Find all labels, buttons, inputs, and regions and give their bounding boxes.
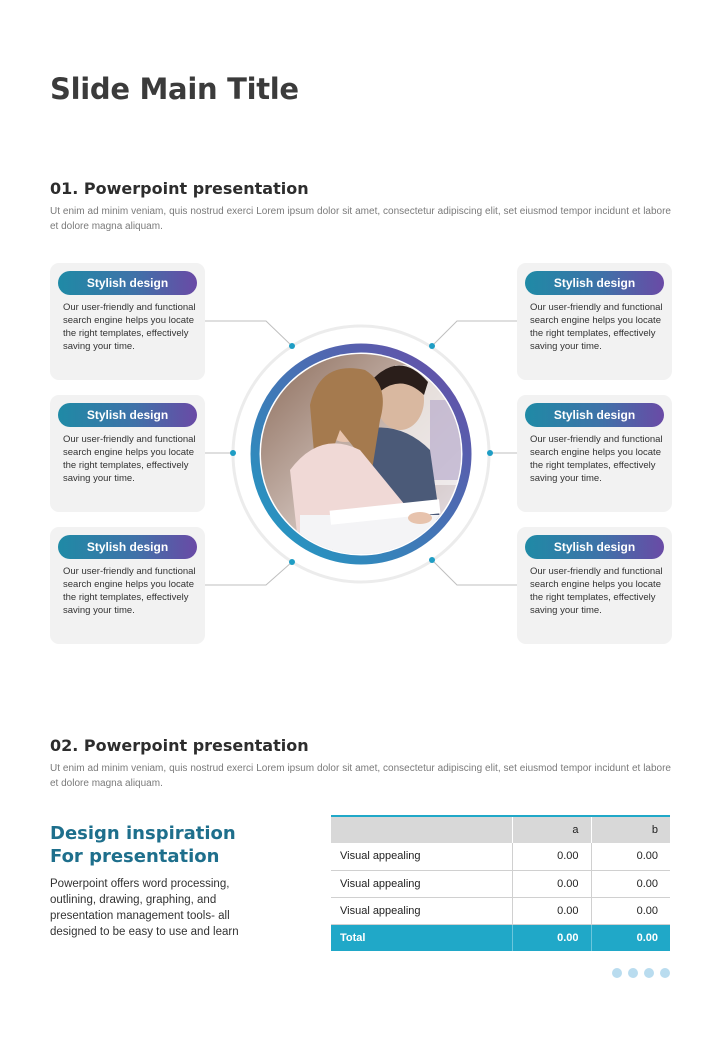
- feature-card-text: Our user-friendly and functional search engine helps you locate the right templates, effectively saving your time.: [63, 566, 196, 616]
- page-dot: [644, 968, 654, 978]
- table-cell: Visual appealing: [331, 843, 512, 870]
- table-cell: Visual appealing: [331, 870, 512, 897]
- feature-card-title: Stylish design: [525, 271, 664, 295]
- page-dot: [628, 968, 638, 978]
- table-total-row: [331, 924, 670, 951]
- feature-card-text: Our user-friendly and functional search engine helps you locate the right templates, effectively saving your time.: [63, 302, 196, 352]
- feature-card-right-3: [517, 527, 672, 644]
- feature-card-text: Our user-friendly and functional search engine helps you locate the right templates, effectively saving your time.: [530, 302, 663, 352]
- gradient-ring: [255, 348, 467, 560]
- table-header-cell: b: [591, 816, 670, 843]
- feature-card-text: Our user-friendly and functional search engine helps you locate the right templates, effectively saving your time.: [530, 434, 663, 484]
- feature-card-title: Stylish design: [58, 271, 197, 295]
- table-cell: Total: [331, 924, 512, 951]
- students-photo: [255, 350, 470, 565]
- table-cell: 0.00: [591, 870, 670, 897]
- table-cell: 0.00: [591, 924, 670, 951]
- feature-card-right-2: [517, 395, 672, 512]
- feature-card-left-1: [50, 263, 205, 380]
- table-header-cell: a: [512, 816, 591, 843]
- feature-card-text: Our user-friendly and functional search engine helps you locate the right templates, effectively saving your time.: [63, 434, 196, 484]
- feature-card-left-3: [50, 527, 205, 644]
- outer-ring: [233, 326, 489, 582]
- table-cell: 0.00: [512, 924, 591, 951]
- table-row: [331, 897, 670, 924]
- feature-card-title: Stylish design: [58, 535, 197, 559]
- table-header-cell: [331, 816, 512, 843]
- data-table: [331, 815, 670, 951]
- feature-card-title: Stylish design: [525, 535, 664, 559]
- table-row: [331, 870, 670, 897]
- design-heading-line-1: Design inspiration: [50, 823, 236, 844]
- connector-dots: [230, 343, 493, 565]
- table-cell: 0.00: [512, 843, 591, 870]
- feature-card-title: Stylish design: [525, 403, 664, 427]
- table-cell: 0.00: [591, 897, 670, 924]
- table-header-row: [331, 816, 670, 843]
- connector-lines: [205, 321, 517, 585]
- table-cell: Visual appealing: [331, 897, 512, 924]
- section-2-body: Ut enim ad minim veniam, quis nostrud exerci Lorem ipsum dolor sit amet, consectetur adipiscing elit, set eiusmod tempor incidunt et labore et dolore magna aliquam.: [50, 763, 671, 789]
- page-dot: [612, 968, 622, 978]
- design-heading-line-2: For presentation: [50, 846, 220, 867]
- page-dots: [612, 968, 670, 978]
- feature-card-right-1: [517, 263, 672, 380]
- feature-card-text: Our user-friendly and functional search engine helps you locate the right templates, effectively saving your time.: [530, 566, 663, 616]
- slide-title: Slide Main Title: [50, 72, 299, 106]
- table-cell: 0.00: [512, 870, 591, 897]
- table-cell: 0.00: [591, 843, 670, 870]
- design-description: Powerpoint offers word processing, outlining, drawing, graphing, and presentation management tools- all designed to be easy to use and learn: [50, 878, 239, 938]
- section-2-title: 02. Powerpoint presentation: [50, 736, 309, 755]
- section-1-body: Ut enim ad minim veniam, quis nostrud exerci Lorem ipsum dolor sit amet, consectetur adipiscing elit, set eiusmod tempor incidunt et labore et dolore magna aliquam.: [50, 206, 671, 232]
- design-heading: [50, 822, 236, 868]
- section-1-title: 01. Powerpoint presentation: [50, 179, 309, 198]
- table-cell: 0.00: [512, 897, 591, 924]
- table-row: [331, 843, 670, 870]
- feature-card-title: Stylish design: [58, 403, 197, 427]
- page-dot: [660, 968, 670, 978]
- feature-card-left-2: [50, 395, 205, 512]
